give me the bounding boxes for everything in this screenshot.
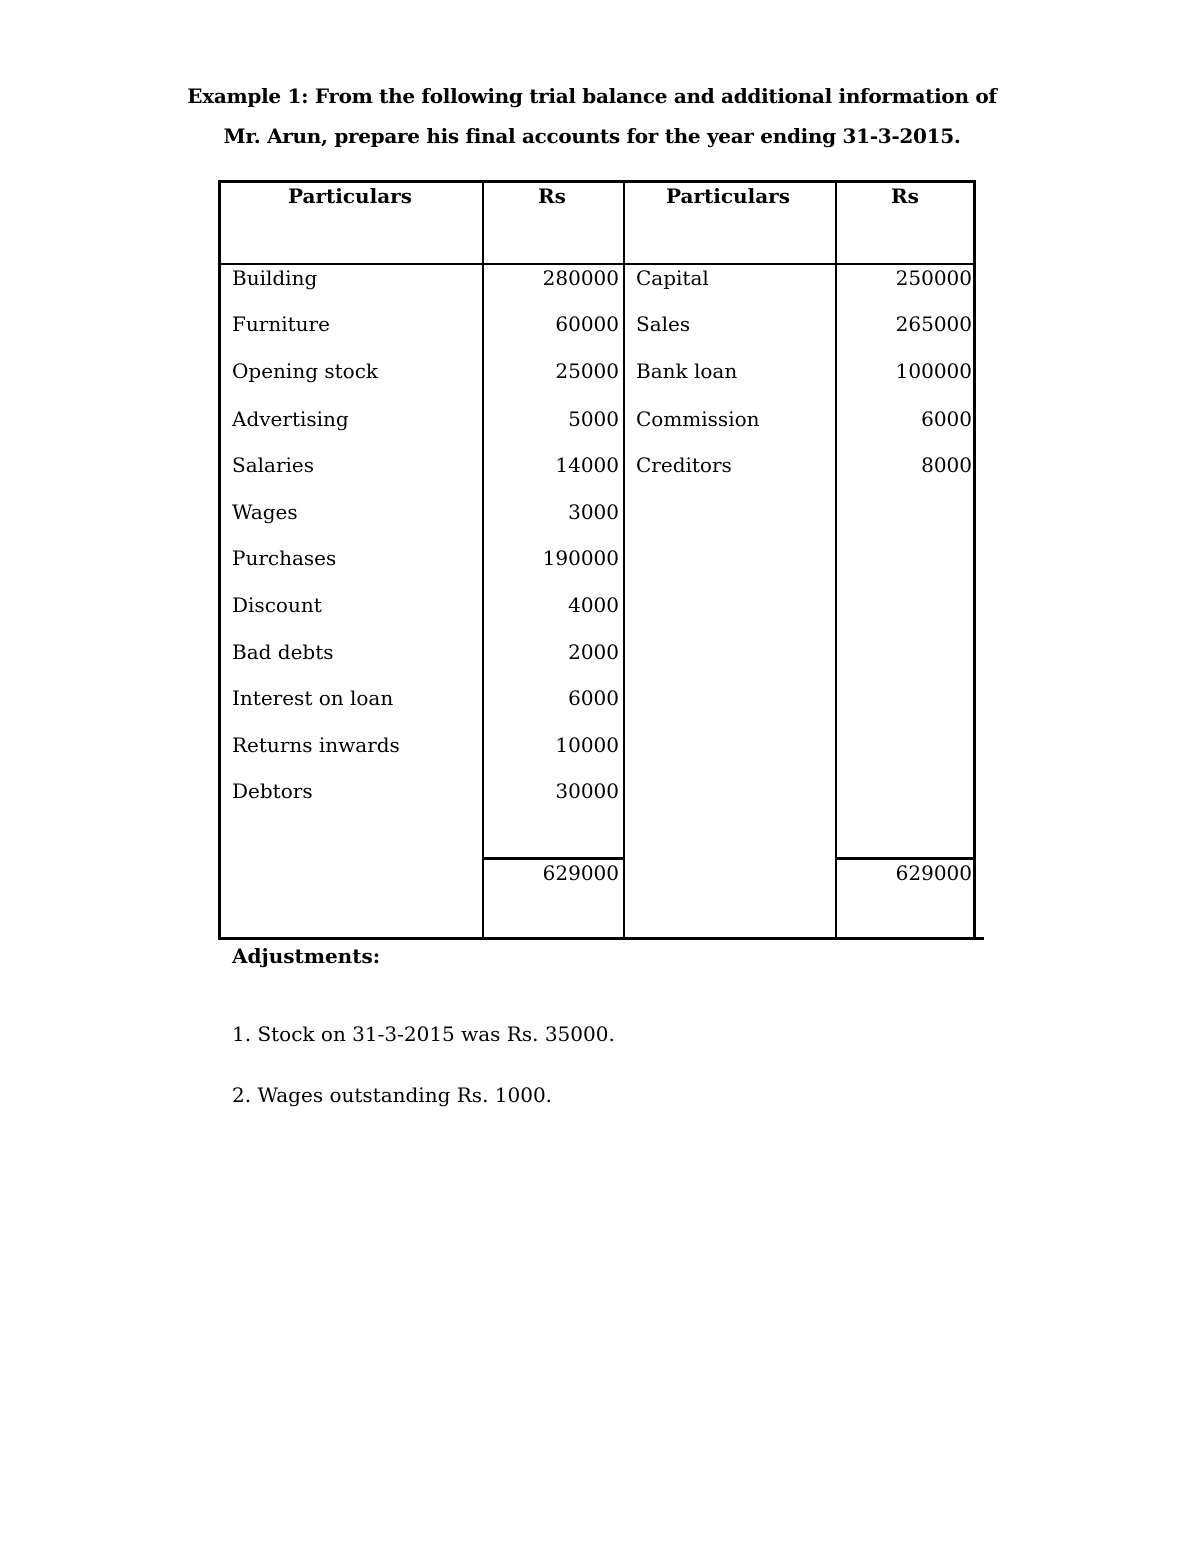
credit-row-label: Sales [636, 312, 691, 336]
debit-row-label: Opening stock [232, 359, 379, 383]
debit-row-label: Advertising [232, 407, 349, 431]
credit-row-label: Creditors [636, 453, 732, 477]
debit-row-label: Purchases [232, 546, 337, 570]
debit-row-label: Wages [232, 500, 298, 524]
credit-row-amount: 250000 [895, 266, 972, 290]
debit-total: 629000 [542, 861, 619, 885]
header-divider [221, 263, 973, 265]
debit-row-label: Furniture [232, 312, 330, 336]
credit-row-label: Bank loan [636, 359, 738, 383]
adjustment-item: 2. Wages outstanding Rs. 1000. [232, 1083, 553, 1107]
debit-row-label: Bad debts [232, 640, 334, 664]
header-rs-credit: Rs [891, 184, 919, 208]
debit-row-label: Returns inwards [232, 733, 400, 757]
debit-row-amount: 280000 [542, 266, 619, 290]
column-divider [835, 183, 837, 937]
credit-row-amount: 6000 [921, 407, 972, 431]
debit-row-label: Building [232, 266, 318, 290]
heading-line-2: Mr. Arun, prepare his final accounts for the year ending 31-3-2015. [223, 124, 961, 148]
adjustment-item: 1. Stock on 31-3-2015 was Rs. 35000. [232, 1022, 615, 1046]
debit-row-amount: 30000 [555, 779, 619, 803]
credit-row-amount: 100000 [895, 359, 972, 383]
header-particulars-credit: Particulars [666, 184, 790, 208]
debit-row-amount: 6000 [568, 686, 619, 710]
debit-row-amount: 3000 [568, 500, 619, 524]
debit-row-label: Discount [232, 593, 322, 617]
credit-row-label: Commission [636, 407, 760, 431]
credit-total-line [835, 857, 976, 860]
debit-row-label: Salaries [232, 453, 315, 477]
debit-row-amount: 14000 [555, 453, 619, 477]
credit-total: 629000 [895, 861, 972, 885]
debit-row-amount: 2000 [568, 640, 619, 664]
adjustments-title: Adjustments: [232, 944, 381, 968]
debit-total-line [482, 857, 625, 860]
debit-row-amount: 190000 [542, 546, 619, 570]
debit-row-amount: 5000 [568, 407, 619, 431]
credit-row-label: Capital [636, 266, 709, 290]
debit-row-amount: 10000 [555, 733, 619, 757]
credit-row-amount: 8000 [921, 453, 972, 477]
debit-row-amount: 25000 [555, 359, 619, 383]
header-particulars-debit: Particulars [288, 184, 412, 208]
debit-row-amount: 60000 [555, 312, 619, 336]
column-divider [623, 183, 625, 937]
table-bottom-extension [974, 937, 984, 940]
credit-row-amount: 265000 [895, 312, 972, 336]
debit-row-label: Interest on loan [232, 686, 394, 710]
debit-row-label: Debtors [232, 779, 313, 803]
header-rs-debit: Rs [538, 184, 566, 208]
heading-line-1: Example 1: From the following trial balance and additional information of [187, 84, 997, 108]
debit-row-amount: 4000 [568, 593, 619, 617]
